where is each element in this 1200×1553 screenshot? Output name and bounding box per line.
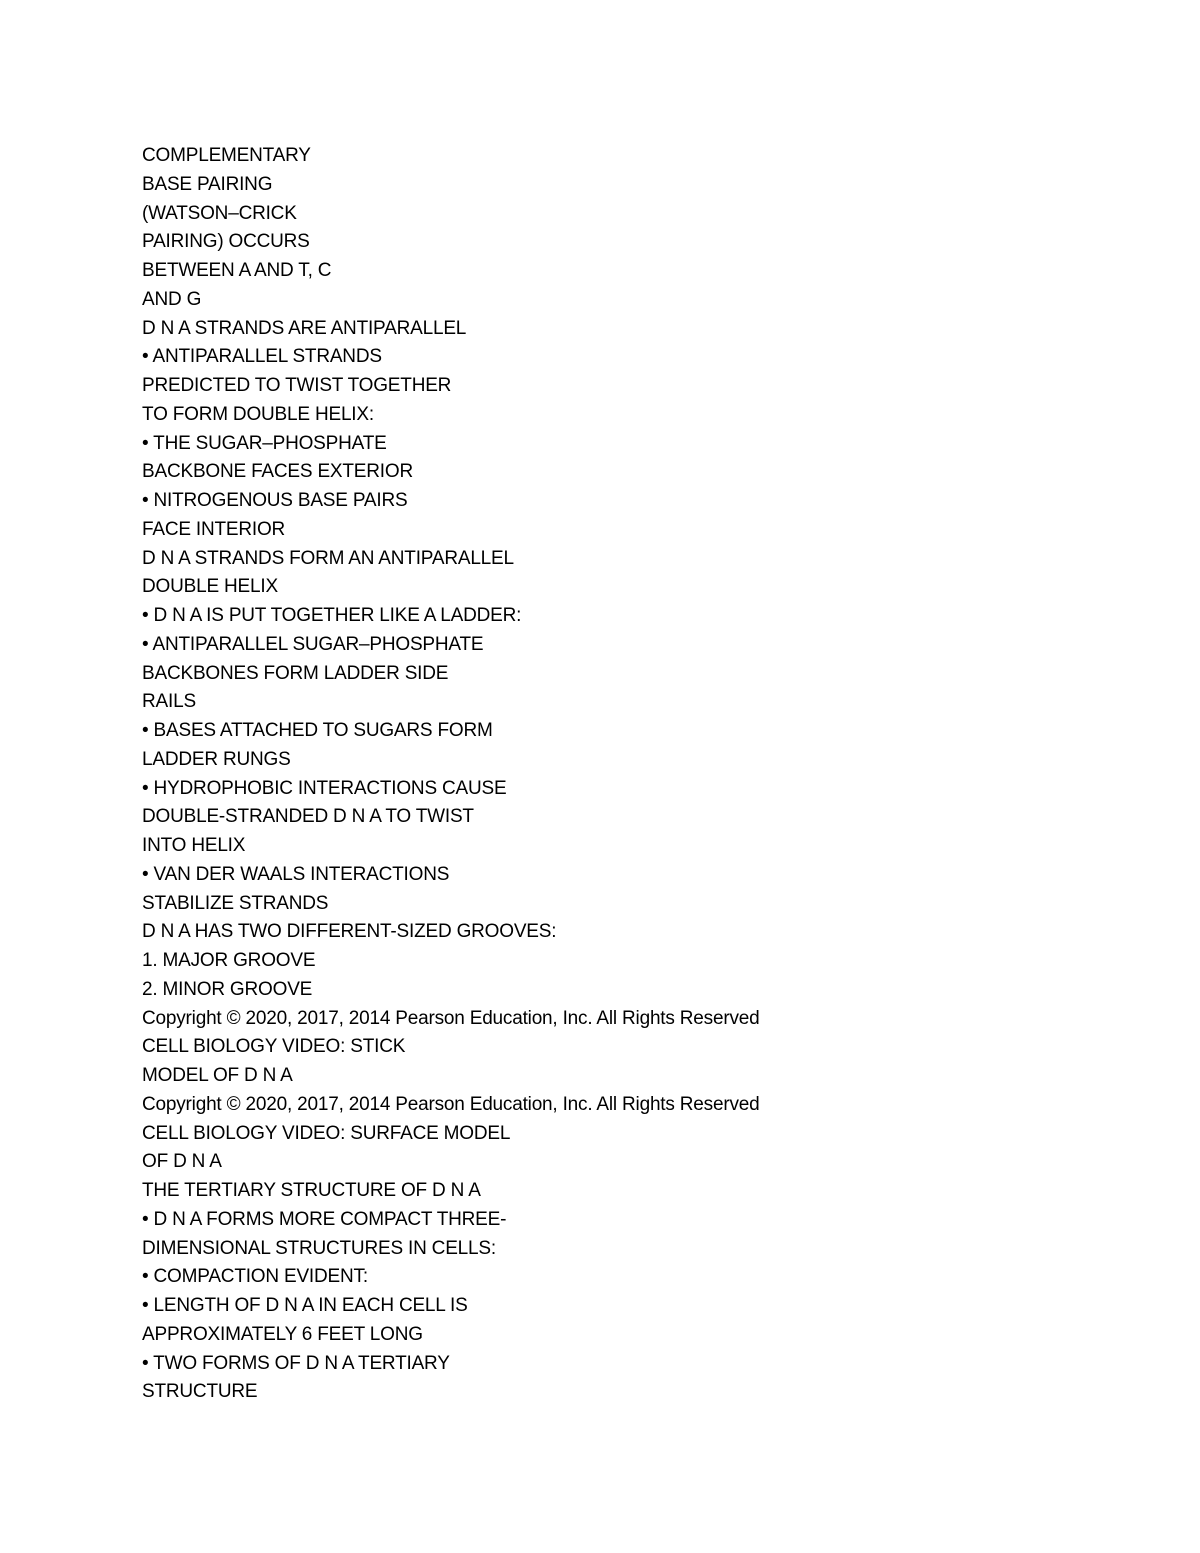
text-line: • NITROGENOUS BASE PAIRS xyxy=(142,490,408,511)
text-line: STABILIZE STRANDS xyxy=(142,892,329,914)
text-line: LADDER RUNGS xyxy=(142,748,291,770)
text-line: CELL BIOLOGY VIDEO: SURFACE MODEL xyxy=(142,1122,511,1144)
text-line: • D N A FORMS MORE COMPACT THREE- xyxy=(142,1208,507,1230)
text-line: BETWEEN A AND T, C xyxy=(142,260,332,281)
text-line: OF D N A xyxy=(142,1151,222,1173)
text-line: • D N A IS PUT TOGETHER LIKE A LADDER: xyxy=(142,605,522,626)
text-line: CELL BIOLOGY VIDEO: STICK xyxy=(142,1036,406,1058)
text-line: • BASES ATTACHED TO SUGARS FORM xyxy=(142,720,493,741)
text-line: D N A STRANDS ARE ANTIPARALLEL xyxy=(142,317,467,339)
text-line: • TWO FORMS OF D N A TERTIARY xyxy=(142,1352,450,1374)
text-line: • COMPACTION EVIDENT: xyxy=(142,1266,368,1288)
text-line: APPROXIMATELY 6 FEET LONG xyxy=(142,1323,423,1345)
text-line: TO FORM DOUBLE HELIX: xyxy=(142,403,374,425)
text-line: • ANTIPARALLEL SUGAR–PHOSPHATE xyxy=(142,633,484,655)
text-line: • LENGTH OF D N A IN EACH CELL IS xyxy=(142,1295,468,1316)
text-line: MODEL OF D N A xyxy=(142,1065,293,1086)
text-line: • ANTIPARALLEL STRANDS xyxy=(142,346,382,368)
text-line: AND G xyxy=(142,288,202,310)
text-line: D N A HAS TWO DIFFERENT-SIZED GROOVES: xyxy=(142,921,557,943)
text-line: 2. MINOR GROOVE xyxy=(142,978,313,1000)
text-line: BACKBONES FORM LADDER SIDE xyxy=(142,662,449,684)
text-line: BASE PAIRING xyxy=(142,173,273,195)
text-line: BACKBONE FACES EXTERIOR xyxy=(142,461,413,483)
text-line: DIMENSIONAL STRUCTURES IN CELLS: xyxy=(142,1237,496,1259)
text-line: RAILS xyxy=(142,691,196,713)
text-line: INTO HELIX xyxy=(142,835,246,856)
document-body xyxy=(142,142,1142,1407)
text-line: D N A STRANDS FORM AN ANTIPARALLEL xyxy=(142,547,514,569)
text-line: STRUCTURE xyxy=(142,1381,258,1403)
text-line: • THE SUGAR–PHOSPHATE xyxy=(142,432,387,454)
text-line: THE TERTIARY STRUCTURE OF D N A xyxy=(142,1180,481,1201)
text-line: (WATSON–CRICK xyxy=(142,202,297,224)
text-line: PAIRING) OCCURS xyxy=(142,231,310,253)
copyright-line: Copyright © 2020, 2017, 2014 Pearson Education, Inc. All Rights Reserved xyxy=(142,1007,760,1029)
text-line: PREDICTED TO TWIST TOGETHER xyxy=(142,375,452,396)
copyright-line: Copyright © 2020, 2017, 2014 Pearson Education, Inc. All Rights Reserved xyxy=(142,1093,760,1115)
text-line: COMPLEMENTARY xyxy=(142,145,311,166)
text-line: DOUBLE HELIX xyxy=(142,576,278,598)
text-line: DOUBLE-STRANDED D N A TO TWIST xyxy=(142,806,474,828)
text-line: • HYDROPHOBIC INTERACTIONS CAUSE xyxy=(142,777,507,799)
text-line: • VAN DER WAALS INTERACTIONS xyxy=(142,863,450,885)
text-line: 1. MAJOR GROOVE xyxy=(142,950,316,971)
text-line: FACE INTERIOR xyxy=(142,518,286,540)
